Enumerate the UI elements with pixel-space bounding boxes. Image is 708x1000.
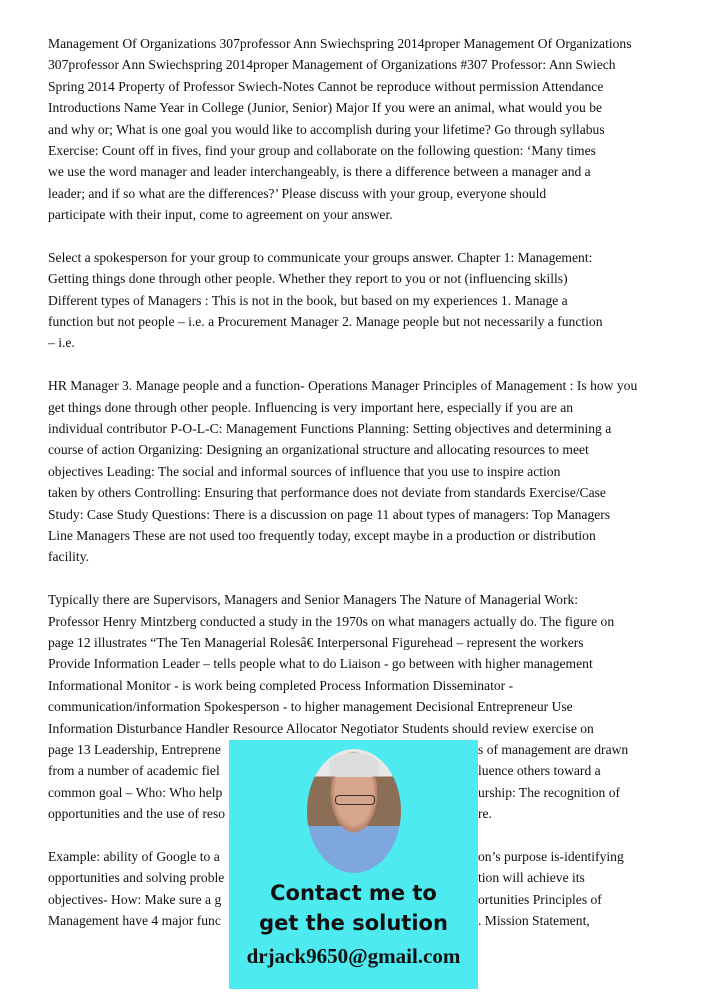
line-text: and why or; What is one goal you would like to accomplish during your lifetime? Go through syllabus (48, 121, 605, 137)
profile-photo (307, 749, 401, 873)
line-text: function but not people – i.e. a Procurement Manager 2. Manage people but not necessarily a function (48, 314, 603, 330)
line-text: get things done through other people. Influencing is very important here, especially if you are an (48, 399, 574, 415)
line-text-right: urship: The recognition of (478, 784, 621, 800)
line-text: – i.e. (48, 335, 75, 351)
text-line (48, 718, 698, 739)
line-text: Different types of Managers : This is not in the book, but based on my experiences 1. Manage a (48, 292, 568, 308)
line-text: HR Manager 3. Manage people and a function- Operations Manager Principles of Management : Is how you (48, 378, 638, 394)
text-line (48, 461, 698, 482)
text-line (48, 332, 698, 353)
line-text: Provide Information Leader – tells people what to do Liaison - go between with higher management (48, 656, 593, 672)
line-text: communication/information Spokesperson - to higher management Decisional Entrepreneur Use (48, 699, 573, 715)
text-line (48, 183, 698, 204)
line-text: participate with their input, come to agreement on your answer. (48, 207, 393, 223)
line-text: course of action Organizing: Designing an organizational structure and allocating resources to meet (48, 442, 589, 458)
text-line (48, 675, 698, 696)
line-text: Typically there are Supervisors, Managers and Senior Managers The Nature of Managerial Work: (48, 592, 579, 608)
line-text: objectives- How: Make sure a g (48, 891, 222, 907)
line-text: Professor Henry Mintzberg conducted a study in the 1970s on what managers actually do. The figure on (48, 613, 615, 629)
line-text: we use the word manager and leader interchangeably, is there a difference between a manager and a (48, 164, 591, 180)
line-text: opportunities and the use of reso (48, 806, 226, 822)
line-text: Example: ability of Google to a (48, 848, 220, 864)
text-line (48, 439, 698, 460)
line-text: opportunities and solving proble (48, 870, 225, 886)
text-line (48, 611, 698, 632)
text-line (48, 97, 698, 118)
text-line (48, 311, 698, 332)
line-text: Management Of Organizations 307professor Ann Swiechspring 2014proper Management Of Organizations (48, 36, 632, 51)
line-text: page 13 Leadership, Entreprene (48, 741, 221, 757)
line-text: Study: Case Study Questions: There is a discussion on page 11 about types of managers: Top Managers (48, 506, 611, 522)
contact-email[interactable]: drjack9650@gmail.com (246, 944, 461, 968)
line-text-right: s of management are drawn (478, 741, 629, 757)
line-text: Information Disturbance Handler Resource Allocator Negotiator Students should review exercise on (48, 720, 594, 736)
text-line (48, 653, 698, 674)
text-line (48, 589, 698, 610)
line-text-right: tion will achieve its (478, 870, 585, 886)
line-text: page 12 illustrates “The Ten Managerial Rolesâ€ Interpersonal Figurehead – represent the workers (48, 634, 584, 650)
promo-line-1: Contact me to (270, 881, 437, 905)
text-line (48, 119, 698, 140)
paragraph (48, 375, 698, 568)
text-line (48, 397, 698, 418)
line-text: Line Managers These are not used too frequently today, except maybe in a production or distribution (48, 527, 596, 543)
paragraph (48, 247, 698, 354)
line-text: Spring 2014 Property of Professor Swiech-Notes Cannot be reproduce without permission Attendance (48, 78, 604, 94)
line-text: Select a spokesperson for your group to communicate your groups answer. Chapter 1: Management: (48, 249, 593, 265)
paragraph (48, 33, 698, 226)
text-line (48, 375, 698, 396)
line-text-right: re. (478, 806, 492, 822)
text-line (48, 525, 698, 546)
text-line (48, 290, 698, 311)
line-text: common goal – Who: Who help (48, 784, 223, 800)
text-line (48, 268, 698, 289)
contact-promo-banner[interactable] (229, 740, 478, 989)
text-line (48, 696, 698, 717)
text-line (48, 161, 698, 182)
text-line (48, 54, 698, 75)
line-text-right: luence others toward a (478, 763, 601, 779)
promo-line-2: get the solution (259, 911, 448, 935)
line-text: 307professor Ann Swiechspring 2014proper Management of Organizations #307 Professor: Ann Swiech (48, 57, 616, 73)
line-text-right: ortunities Principles of (478, 891, 602, 907)
text-line (48, 482, 698, 503)
line-text: leader; and if so what are the differences?’ Please discuss with your group, everyone should (48, 185, 547, 201)
text-line (48, 247, 698, 268)
text-line (48, 632, 698, 653)
line-text: from a number of academic fiel (48, 763, 220, 779)
line-text: Getting things done through other people. Whether they report to you or not (influencing skills) (48, 271, 568, 287)
line-text: individual contributor P-O-L-C: Management Functions Planning: Setting objectives and determining a (48, 421, 612, 437)
text-line (48, 504, 698, 525)
text-line (48, 546, 698, 567)
line-text-right: on’s purpose is-identifying (478, 848, 624, 864)
text-line (48, 140, 698, 161)
text-line (48, 33, 698, 54)
line-text: objectives Leading: The social and informal sources of influence that you use to inspire action (48, 463, 561, 479)
line-text: Exercise: Count off in fives, find your group and collaborate on the following question: ‘Many times (48, 142, 596, 158)
line-text: Informational Monitor - is work being completed Process Information Disseminator - (48, 677, 514, 693)
line-text: Introductions Name Year in College (Junior, Senior) Major If you were an animal, what would you be (48, 100, 603, 116)
text-line (48, 418, 698, 439)
text-line (48, 76, 698, 97)
text-line (48, 204, 698, 225)
line-text: facility. (48, 549, 90, 565)
line-text-right: . Mission Statement, (478, 913, 590, 929)
line-text: taken by others Controlling: Ensuring that performance does not deviate from standards Exercise/Case (48, 485, 606, 501)
line-text: Management have 4 major func (48, 913, 221, 929)
